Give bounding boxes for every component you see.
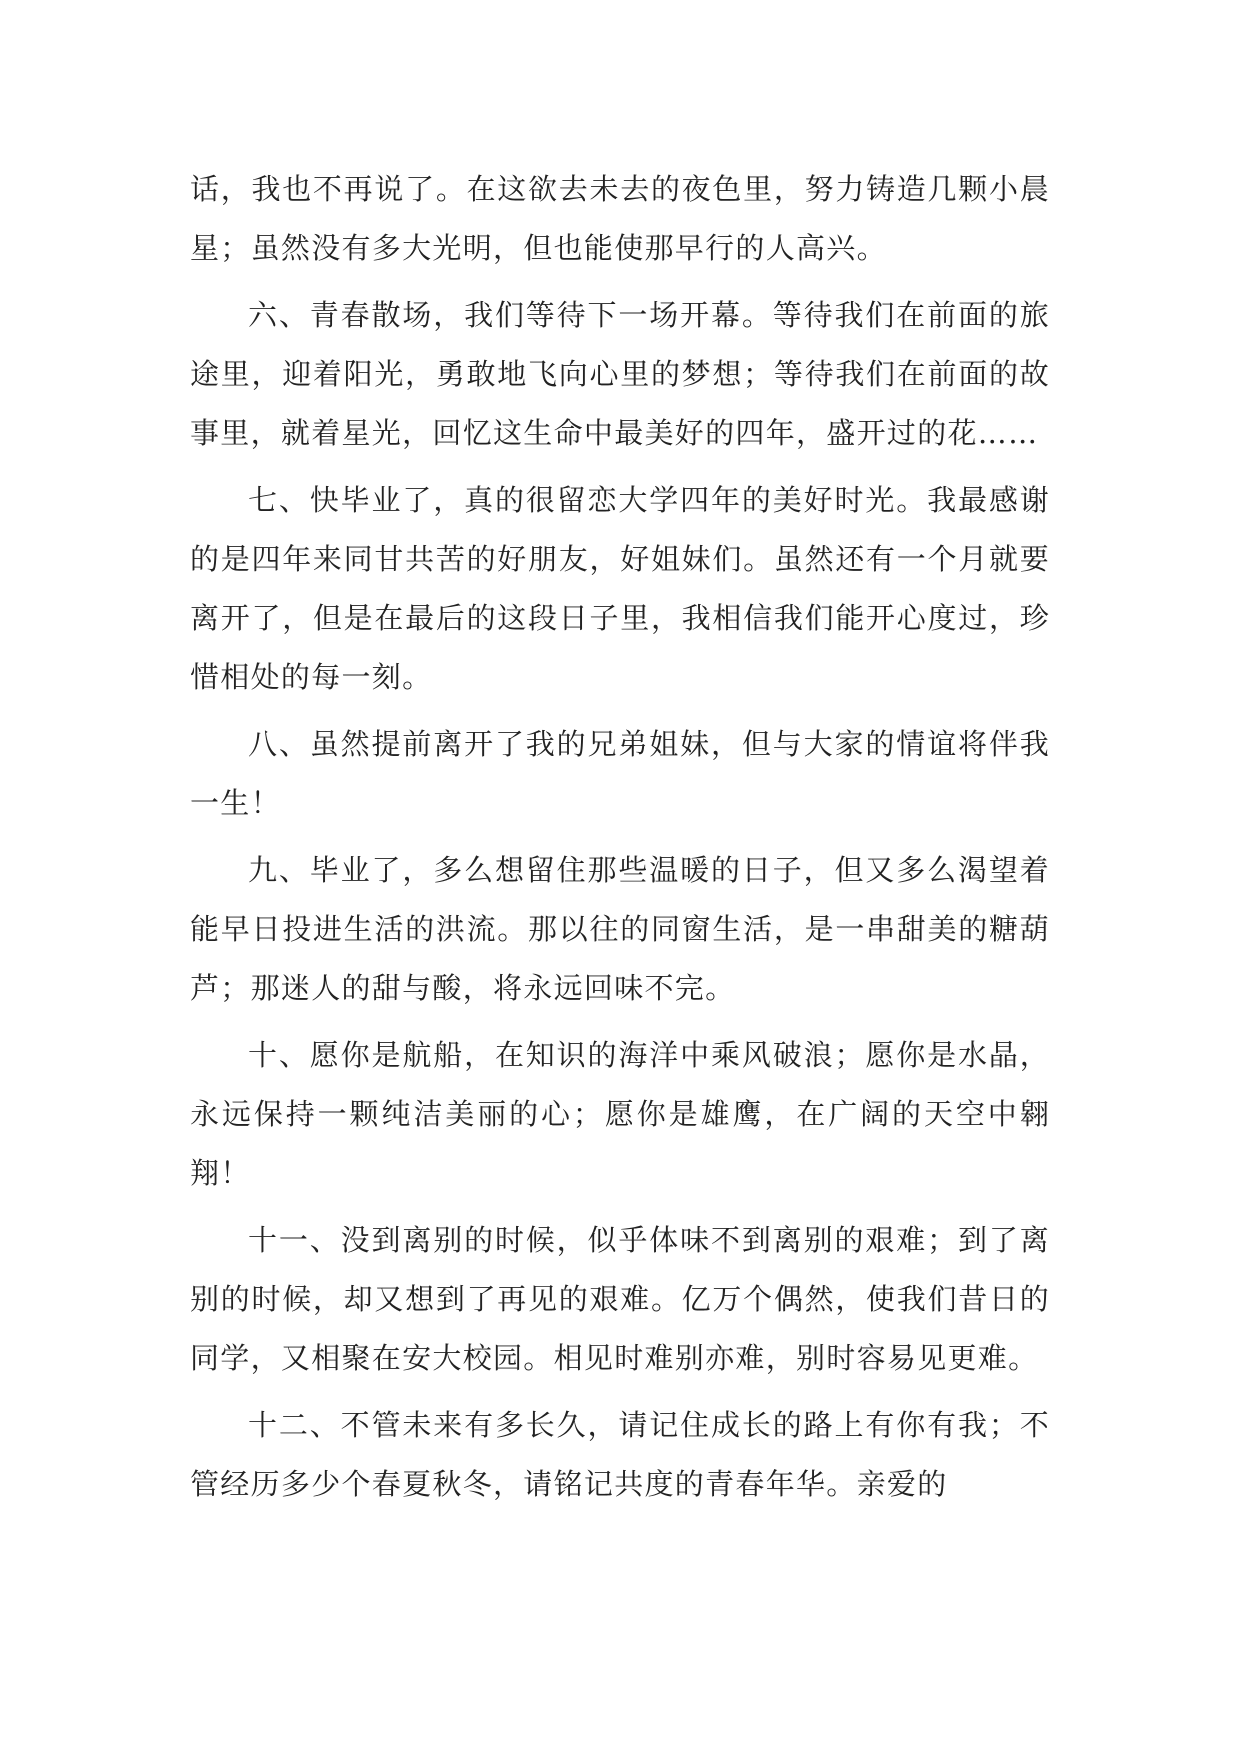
paragraph-seven: 七、快毕业了，真的很留恋大学四年的美好时光。我最感谢的是四年来同甘共苦的好朋友，好姐妹们。虽然还有一个月就要离开了，但是在最后的这段日子里，我相信我们能开心度过，珍惜相处的每一刻。: [190, 483, 1050, 694]
document-body: [190, 160, 1050, 1522]
paragraph-continuation: 话，我也不再说了。在这欲去未去的夜色里，努力铸造几颗小晨星；虽然没有多大光明，但也能使那早行的人高兴。: [190, 172, 1050, 265]
paragraph-six: 六、青春散场，我们等待下一场开幕。等待我们在前面的旅途里，迎着阳光，勇敢地飞向心里的梦想；等待我们在前面的故事里，就着星光，回忆这生命中最美好的四年，盛开过的花……: [190, 298, 1050, 450]
paragraph-eleven: 十一、没到离别的时候，似乎体味不到离别的艰难；到了离别的时候，却又想到了再见的艰难。亿万个偶然，使我们昔日的同学，又相聚在安大校园。相见时难别亦难，别时容易见更难。: [190, 1223, 1050, 1375]
paragraph-twelve: 十二、不管未来有多长久，请记住成长的路上有你有我；不管经历多少个春夏秋冬，请铭记共度的青春年华。亲爱的: [190, 1408, 1050, 1501]
paragraph-nine: 九、毕业了，多么想留住那些温暖的日子，但又多么渴望着能早日投进生活的洪流。那以往的同窗生活，是一串甜美的糖葫芦；那迷人的甜与酸，将永远回味不完。: [190, 853, 1050, 1005]
paragraph-ten: 十、愿你是航船，在知识的海洋中乘风破浪；愿你是水晶，永远保持一颗纯洁美丽的心；愿你是雄鹰，在广阔的天空中翱翔！: [190, 1038, 1050, 1190]
paragraph-eight: 八、虽然提前离开了我的兄弟姐妹，但与大家的情谊将伴我一生！: [190, 727, 1050, 820]
